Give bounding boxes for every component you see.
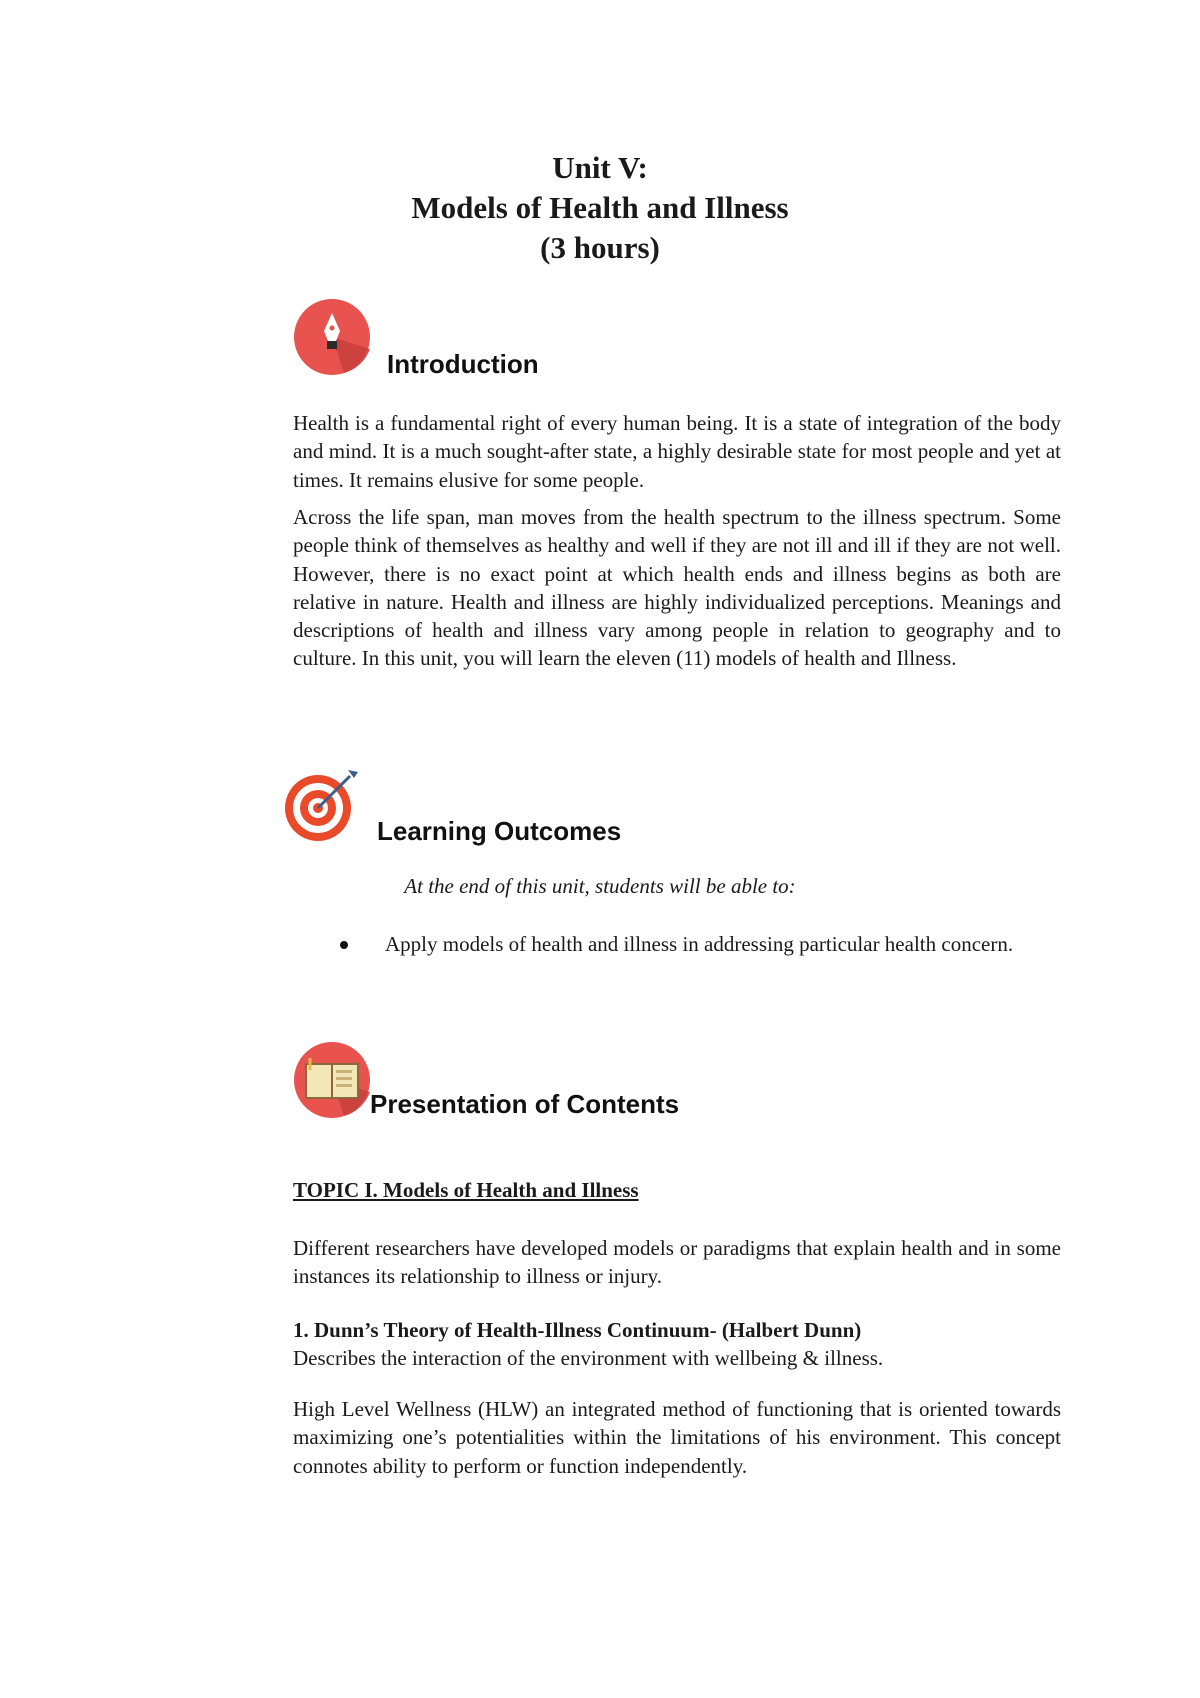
book-icon (292, 1040, 374, 1122)
introduction-paragraph-2: Across the life span, man moves from the health spectrum to the illness spectrum. Some people think of themselves as healthy and well if they are not ill and ill if they are not well. However, there is no exact point at which health ends and illness begins as both are relative in nature. Health and illness are highly individualized perceptions. Meanings and descriptions of health and illness vary among people in relation to geography and to culture. In this unit, you will learn the eleven (11) models of health and Illness. (293, 505, 1061, 671)
model-1-title: 1. Dunn’s Theory of Health-Illness Continuum- (Halbert Dunn) (293, 1318, 862, 1342)
unit-title (0, 148, 1200, 268)
model-1-description: Describes the interaction of the environment with wellbeing & illness. (293, 1346, 884, 1370)
topic-heading: TOPIC I. Models of Health and Illness (293, 1178, 639, 1202)
list-item-text: Apply models of health and illness in addressing particular health concern. (385, 932, 1014, 956)
introduction-heading: Introduction (387, 349, 539, 379)
unit-title-line1: Unit V: (552, 150, 648, 185)
unit-title-line2: Models of Health and Illness (411, 190, 789, 225)
introduction-paragraph-1: Health is a fundamental right of every human being. It is a state of integration of the body and mind. It is a much sought-after state, a highly desirable state for most people and yet at times. It remains elusive for some people. (293, 411, 1061, 492)
pen-nib-icon (292, 297, 374, 379)
unit-title-line3: (3 hours) (540, 230, 660, 265)
target-icon (282, 766, 362, 846)
topic-paragraph: Different researchers have developed models or paradigms that explain health and in some instances its relationship to illness or injury. (293, 1236, 1061, 1289)
presentation-heading: Presentation of Contents (370, 1089, 680, 1119)
bullet-icon (340, 941, 348, 949)
learning-outcomes-subtitle: At the end of this unit, students will be able to: (404, 874, 796, 898)
learning-outcomes-heading: Learning Outcomes (377, 816, 622, 846)
model-1-paragraph: High Level Wellness (HLW) an integrated method of functioning that is oriented towards maximizing one’s potentialities within the limitations of his environment. This concept connotes ability to perform or function independently. (293, 1397, 1061, 1478)
